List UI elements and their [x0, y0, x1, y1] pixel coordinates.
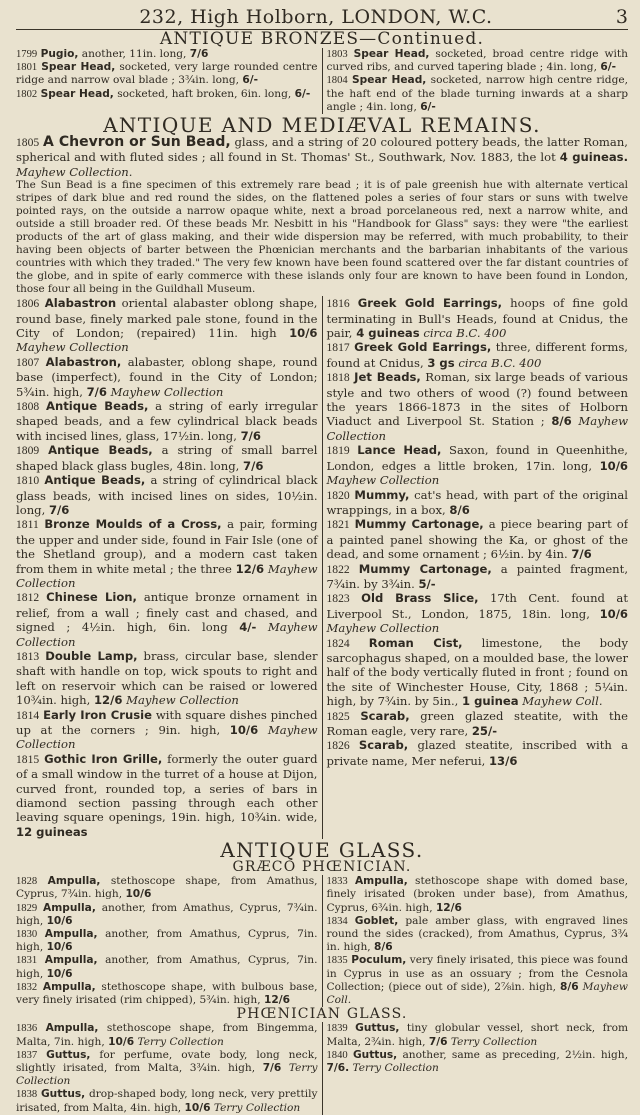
entry-text: a pair, forming the upper and under side, found in Fair Isle (one of the Shetland group), and a modern cast taken from them in white metal ; the three [16, 517, 318, 576]
entry-text: Roman, six large beads of various style and two others of wood (?) found between the years 1866-1873 in the sites of Holborn Viaduct and Liverpool St. Station ; [326, 370, 628, 429]
entry-name: Pugio, [40, 48, 79, 60]
entry-number: 1820 [326, 488, 350, 502]
phoenician-right-column [323, 1022, 629, 1114]
subsection-heading-graeco: GRÆCO PHŒNICIAN. [232, 859, 412, 876]
entry-number: 1802 [16, 88, 38, 100]
catalogue-entry [327, 370, 629, 443]
entry-name: Guttus, [352, 1048, 398, 1061]
catalogue-entry [16, 48, 318, 61]
catalogue-entry [16, 981, 318, 1007]
entry-text: alabaster, oblong shape, round base (imperfect), found in the City of London; 5¾in. high, [16, 354, 318, 399]
entry-name: Poculum, [351, 954, 407, 967]
entry-number: 1816 [326, 297, 350, 311]
entry-collection: Mayhew Collection [110, 384, 224, 399]
entry-collection: Mayhew Collection [16, 620, 318, 649]
entry-name: A Chevron or Sun Bead, [43, 134, 231, 151]
entry-name: Ampulla, [47, 875, 101, 888]
entry-price: 3 gs [427, 355, 455, 370]
catalogue-entry [327, 517, 629, 561]
bronzes-left-column [16, 48, 323, 114]
entry-text: cat's head, with part of the original wrappings, in a box, [326, 487, 628, 517]
entry-name: Ampulla, [43, 901, 96, 914]
entry-text: glass, and a string of 20 coloured pottery beads, the latter Roman, spherical and with fluted sides ; all found in St. Thomas' St., Southwark, Nov. 1883, the lot [16, 135, 628, 165]
entry-collection: Terry Collection [16, 1061, 318, 1088]
entry-number: 1831 [16, 955, 38, 967]
entry-number: 1834 [326, 915, 348, 927]
entry-price: 6/- [294, 87, 311, 100]
entry-name: Scarab, [360, 708, 410, 723]
phoenician-columns [16, 1022, 628, 1114]
phoenician-left-column [16, 1022, 323, 1114]
entry-text: formerly the outer guard of a small window in the turret of a house at Dijon, curved front, rounded top, a series of bars in diamond section passing through each other leaving square openings, 19in. high, 10¾in. wide, [16, 751, 318, 825]
entry-price: 10/6 [289, 326, 318, 341]
catalogue-entry [16, 649, 318, 708]
entry-name: Spear Head, [352, 74, 427, 87]
entry-price: 8/6 [551, 414, 572, 429]
entry-number: 1818 [326, 371, 350, 385]
entry-name: Ampulla, [354, 875, 408, 888]
entry-name: Alabastron, [45, 354, 122, 369]
entry-text: another, from Amathus, Cyprus, 7¾in. high, [16, 901, 318, 927]
entry-price: 10/6 [229, 723, 259, 738]
entry-name: Goblet, [354, 914, 399, 927]
entry-name: Mummy Cartonage, [354, 517, 484, 532]
entry-text: very finely irisated, this piece was found in Cyprus in use as an ossuary ; from the Cesnola Collection; (piece out of side), 2⅞in. high, [326, 954, 628, 993]
catalogue-entry [327, 1049, 629, 1075]
entry-collection: Terry Collection [450, 1035, 538, 1048]
entry-name: Spear Head, [353, 48, 430, 60]
bronzes-right-column [323, 48, 629, 114]
entry-text: another, from Amathus, Cyprus, 7in. high, [16, 928, 318, 954]
catalogue-entry [327, 488, 629, 518]
entry-text: antique bronze ornament in relief, from a wall ; finely cast and chased, and signed ; 4½in. high, 6in. long [16, 590, 318, 635]
entry-collection: Mayhew Collection [326, 414, 628, 443]
entry-name: Roman Cist, [368, 635, 463, 650]
entry-text: 17th Cent. found at Liverpool St., London, 1875, 18in. long, [326, 591, 628, 621]
entry-collection: Mayhew Collection [16, 561, 318, 590]
entry-collection: Mayhew Collection [326, 473, 440, 488]
remains-right-column [323, 296, 629, 839]
entry-price: 8/6 [449, 502, 470, 517]
entry-price: 8/6 [374, 941, 393, 954]
catalogue-entry [16, 517, 318, 590]
entry-text: a painted fragment, 7¾in. by 3¾in. [326, 561, 628, 591]
entry-text: green glazed steatite, with the Roman eagle, very rare, [326, 708, 628, 739]
entry-name: Jet Beads, [354, 370, 421, 385]
entry-price: 7/6 [189, 48, 209, 60]
entry-text: a string of early irregular shaped beads, and a few cylindrical black beads with incised lines, glass, 17½in. long, [16, 399, 318, 443]
catalogue-entry [16, 1088, 318, 1114]
entry-price: 12/6 [263, 994, 290, 1007]
section-heading-remains: ANTIQUE AND MEDIÆVAL REMAINS. [103, 113, 541, 138]
entry-number: 1830 [16, 929, 38, 941]
entry-number: 1799 [16, 49, 38, 60]
entry-price: 7/6 [243, 458, 264, 473]
entry-name: Ampulla, [44, 954, 98, 967]
entry-text: socketed, very large rounded centre ridge and narrow oval blade ; 3¾in. long, [16, 61, 318, 87]
entry-name: Guttus, [40, 1088, 86, 1101]
catalogue-entry [16, 61, 318, 87]
entry-price: 10/6 [46, 914, 73, 927]
entry-name: Alabastron [44, 296, 117, 311]
entry-price: 7/6 [86, 384, 107, 399]
entry-price: 10/6 [46, 941, 73, 954]
catalogue-entry [16, 752, 318, 839]
remains-left-column [16, 296, 323, 839]
entry-price: 5/- [418, 576, 436, 591]
entry-collection: Mayhew Collection [126, 693, 239, 708]
entry-collection: circa B.C. 400 [423, 326, 507, 341]
entry-collection: Mayhew Collection. [16, 164, 133, 179]
page-number: 3 [615, 6, 628, 28]
entry-price: 7/6 [262, 1061, 282, 1074]
entry-text: brass, circular base, slender shaft with handle on top, wick spouts to right and left on reservoir which can be raised or lowered 10¾in. high, [16, 648, 318, 708]
entry-number: 1826 [326, 739, 350, 753]
catalogue-entry [16, 708, 318, 752]
catalogue-entry [16, 473, 318, 517]
entry-number: 1817 [326, 341, 350, 355]
entry-price: 10/6 [599, 458, 628, 473]
chevron-bead-note: The Sun Bead is a fine specimen of this extremely rare bead ; it is of pale greenish hue with alternate vertical stripes of dark blue and red round the sides, on the flattened poles a series of four stars or suns with twelve pointed rays, on the outside a narrow opaque white, next a broad porcelaneous red, next a narrow white, and outside a still broader red. Of these beads Mr. Nesbitt in his "Handbook for Glass" says: they were "the earliest products of the art of glass making, and their wide dispersion may be referred, with much probability, to their having been objects of barter between the Phœnician merchants and the barbarian inhabitants of the various countries with which they traded." The very few known have been found scattered over the far distant countries of the globe, and in spite of early commerce with these islands only four are known to have been found in London, those four all being in the Guildhall Museum. [16, 179, 628, 296]
entry-number: 1805 [16, 136, 40, 150]
entry-name: Antique Beads, [48, 443, 153, 458]
entry-name: Gothic Iron Grille, [44, 751, 163, 766]
entry-price: 10/6 [46, 967, 73, 980]
entry-text: a string of small barrel shaped black glass bugles, 48in. long, [16, 443, 318, 473]
graeco-right-column [323, 875, 629, 1007]
entry-number: 1829 [16, 902, 38, 914]
entry-text: a piece bearing part of a painted panel showing the Ka, or ghost of the dead, and some ornament ; 6½in. by 4in. [326, 517, 628, 562]
catalogue-entry [327, 875, 629, 915]
graeco-left-column [16, 875, 323, 1007]
entry-collection: circa B.C. 400 [458, 355, 542, 370]
catalogue-entry [16, 1022, 318, 1048]
subsection-heading-phoenician: PHŒNICIAN GLASS. [236, 1006, 408, 1023]
entry-price: 7/6. [326, 1061, 350, 1074]
entry-price: 8/6 [560, 980, 579, 993]
entry-number: 1806 [16, 297, 40, 311]
catalogue-entry [16, 954, 318, 980]
entry-number: 1803 [326, 49, 348, 60]
entry-text: limestone, the body sarcophagus shaped, on a moulded base, the lower half of the body vertically fluted in front ; found on the site of Winchester House, City, 1868 ; 5¼in. high, by 7¾in. by 5in., [326, 635, 628, 709]
entry-collection: Terry Collection [137, 1035, 224, 1048]
entry-number: 1837 [16, 1049, 38, 1061]
entry-name: Old Brass Slice, [361, 591, 479, 606]
entry-text: stethoscope shape with domed base, finely irisated (broken under base), from Amathus, Cyprus, 6¾in. high, [326, 875, 628, 914]
section-heading-glass: ANTIQUE GLASS. [220, 838, 424, 863]
entry-name: Greek Gold Earrings, [357, 296, 503, 311]
entry-text: another, from Amathus, Cyprus, 7in. high, [16, 954, 318, 980]
entry-collection: Mayhew Collection [16, 723, 318, 752]
entry-text: another, 11in. long, [78, 48, 190, 60]
entry-number: 1832 [16, 981, 38, 993]
entry-number: 1812 [16, 591, 40, 605]
catalogue-entry [16, 1049, 318, 1089]
entry-name: Antique Beads, [44, 473, 146, 488]
entry-number: 1807 [16, 355, 40, 369]
catalogue-entry [16, 399, 318, 443]
catalogue-entry [16, 355, 318, 399]
entry-text: stethoscope shape, from Bingemma, Malta, 7in. high, [16, 1022, 318, 1048]
entry-price: 7/6 [428, 1035, 448, 1048]
entry-price: 12/6 [235, 561, 265, 576]
entry-collection: Mayhew Collection [16, 340, 129, 355]
catalogue-entry [327, 562, 629, 592]
entry-text: socketed, narrow high centre ridge, the haft end of the blade turning inwards at a sharp angle ; 4in. long, [326, 74, 628, 113]
entry-text: oriental alabaster oblong shape, round base, finely marked pale stone, found in the City of London; (repaired) 11in. high [16, 296, 318, 341]
entry-price: 6/- [600, 61, 616, 74]
entry-number: 1819 [326, 444, 350, 458]
catalogue-entry [16, 88, 318, 101]
entry-name: Greek Gold Earrings, [354, 340, 492, 355]
entry-name: Lance Head, [357, 443, 442, 458]
entry-name: Mummy Cartonage, [358, 561, 492, 576]
entry-name: Guttus, [355, 1022, 400, 1035]
entry-name: Guttus, [46, 1048, 91, 1061]
entry-number: 1828 [16, 876, 38, 888]
entry-price: 7/6 [240, 428, 261, 443]
entry-number: 1824 [326, 636, 350, 650]
entry-price: 10/6 [599, 606, 628, 621]
entry-number: 1811 [16, 518, 39, 532]
catalogue-entry [327, 443, 629, 487]
entry-text: another, same as preceding, 2½in. high, [397, 1048, 628, 1061]
entry-text: tiny globular vessel, short neck, from Malta, 2¾in. high, [326, 1022, 628, 1048]
catalogue-entry [327, 738, 629, 768]
entry-text: stethoscope shape, with bulbous base, very finely irisated (rim chipped), 5¾in. high, [16, 980, 318, 1007]
remains-columns [16, 296, 628, 839]
entry-price: 4/- [239, 620, 257, 635]
entry-number: 1835 [326, 955, 348, 967]
entry-text: stethoscope shape, from Amathus, Cyprus, 7¾in. high, [16, 875, 318, 901]
graeco-columns [16, 875, 628, 1007]
catalogue-entry [327, 591, 629, 635]
entry-name: Mummy, [354, 487, 410, 502]
entry-number: 1822 [326, 562, 350, 576]
entry-name: Antique Beads, [45, 399, 149, 414]
entry-price: 7/6 [48, 502, 70, 517]
chevron-bead-entry [16, 135, 628, 179]
entry-number: 1833 [326, 876, 348, 888]
entry-collection: Mayhew Coll. [326, 980, 628, 1007]
entry-text: a string of cylindrical black glass beads, with incised lines on sides, 10½in. long, [16, 473, 318, 517]
catalogue-entry [327, 48, 629, 74]
entry-number: 1808 [16, 400, 40, 414]
entry-name: Ampulla, [44, 928, 98, 941]
entry-name: Early Iron Crusie [43, 707, 152, 722]
entry-price: 7/6 [571, 547, 592, 562]
entry-price: 12/6 [435, 901, 462, 914]
entry-name: Spear Head, [40, 87, 114, 100]
entry-text: socketed, haft broken, 6in. long, [113, 87, 295, 100]
entry-price: 12/6 [93, 693, 123, 708]
entry-price: 10/6 [125, 888, 152, 901]
catalogue-entry [327, 915, 629, 955]
entry-name: Chinese Lion, [46, 590, 137, 605]
entry-number: 1823 [326, 592, 350, 606]
entry-text: with square dishes pinched up at the corners ; 9in. high, [16, 707, 318, 738]
entry-number: 1804 [326, 75, 348, 87]
entry-price: 10/6 [184, 1101, 211, 1114]
entry-collection: Terry Collection [213, 1101, 301, 1114]
entry-price: 10/6 [108, 1035, 135, 1048]
entry-number: 1821 [326, 518, 350, 532]
entry-name: Ampulla, [42, 980, 96, 993]
entry-collection: Mayhew Collection [326, 621, 440, 636]
catalogue-entry [16, 590, 318, 649]
entry-text: Saxon, found in Queenhithe, London, edges a little broken, 17in. long, [326, 443, 628, 473]
entry-number: 1810 [16, 474, 40, 488]
catalogue-entry [327, 74, 629, 114]
entry-price: 4 guineas [356, 326, 420, 341]
entry-name: Double Lamp, [45, 648, 138, 663]
entry-number: 1825 [326, 709, 350, 723]
catalogue-entry [327, 340, 629, 370]
bronzes-columns [16, 48, 628, 114]
entry-number: 1813 [16, 649, 40, 663]
entry-price: 12 guineas [16, 824, 88, 839]
entry-price: 1 guinea [462, 694, 519, 709]
entry-text: glazed steatite, inscribed with a private name, Mer neferui, [326, 738, 628, 768]
entry-number: 1839 [326, 1023, 348, 1035]
catalogue-entry [327, 954, 629, 1007]
catalogue-entry [327, 296, 629, 340]
entry-number: 1815 [16, 752, 40, 766]
entry-name: Spear Head, [41, 61, 116, 74]
entry-number: 1801 [16, 62, 38, 74]
catalogue-entry [16, 296, 318, 355]
entry-text: for perfume, ovate body, long neck, slightly irisated, from Malta, 3¾in. high, [16, 1048, 318, 1074]
entry-text: socketed, broad centre ridge with curved ribs, and curved tapering blade ; 4in. long, [326, 48, 628, 74]
catalogue-entry [16, 928, 318, 954]
page-title: 232, High Holborn, LONDON, W.C. [139, 6, 493, 28]
entry-number: 1836 [16, 1023, 38, 1035]
entry-collection: Mayhew Coll. [522, 694, 603, 709]
section-heading-bronzes: ANTIQUE BRONZES—Continued. [159, 29, 485, 49]
entry-text: drop-shaped body, long neck, very prettily irisated, from Malta, 4in. high, [16, 1088, 318, 1114]
catalogue-entry [16, 875, 318, 901]
entry-number: 1838 [16, 1089, 38, 1101]
entry-price: 4 guineas. [559, 150, 628, 165]
entry-name: Ampulla, [45, 1022, 99, 1035]
entry-number: 1814 [16, 708, 40, 722]
entry-name: Scarab, [358, 738, 409, 753]
entry-price: 6/- [420, 100, 436, 113]
entry-collection: Terry Collection [352, 1061, 439, 1074]
entry-text: pale amber glass, with engraved lines round the sides (cracked), from Amathus, Cyprus, 3¾ in. high, [326, 914, 628, 954]
entry-price: 25/- [471, 724, 498, 739]
entry-text: hoops of fine gold terminating in Bull's Heads, found at Cnidus, the pair, [326, 296, 628, 341]
page-header [16, 6, 628, 30]
catalogue-entry [327, 709, 629, 739]
entry-number: 1840 [326, 1049, 348, 1061]
entry-price: 13/6 [488, 753, 518, 768]
catalogue-entry [16, 443, 318, 473]
entry-text: three, different forms, found at Cnidus, [326, 340, 628, 370]
catalogue-entry [327, 1022, 629, 1048]
entry-number: 1809 [16, 444, 40, 458]
entry-price: 6/- [242, 74, 258, 87]
entry-name: Bronze Moulds of a Cross, [44, 517, 222, 532]
catalogue-entry [16, 902, 318, 928]
catalogue-entry [327, 636, 629, 709]
